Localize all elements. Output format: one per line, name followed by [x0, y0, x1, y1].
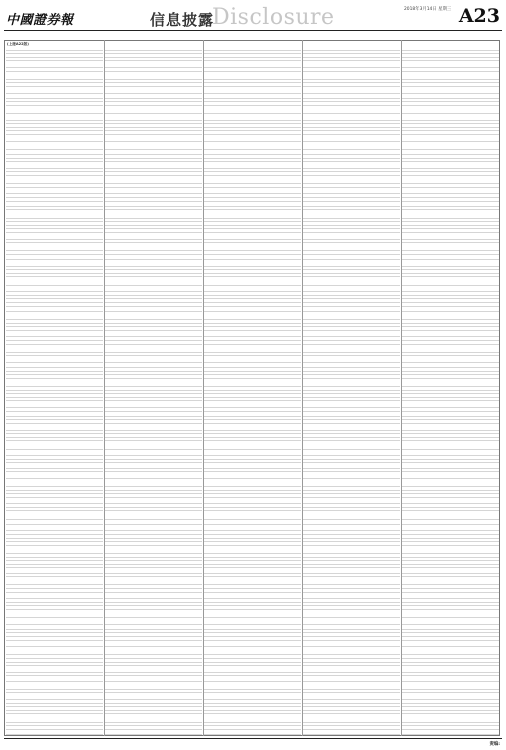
- table-row: [105, 647, 202, 655]
- table-row: [303, 277, 400, 285]
- table-row: [303, 525, 400, 532]
- table-row: [303, 142, 400, 150]
- table-row: [6, 345, 103, 353]
- table-row: [204, 666, 301, 673]
- page-number: A23: [458, 5, 500, 27]
- table-row: [402, 114, 499, 121]
- table-row: [105, 356, 202, 363]
- table-row: [303, 260, 400, 267]
- table-row: [303, 546, 400, 554]
- table-row: [6, 546, 103, 554]
- header-rule: [4, 30, 502, 31]
- table-row: [204, 176, 301, 184]
- table-row: [105, 610, 202, 618]
- table-row: [105, 331, 202, 338]
- table-row: [105, 72, 202, 80]
- table-row: [105, 546, 202, 554]
- table-row: [105, 379, 202, 387]
- table-row: [303, 714, 400, 722]
- table-row: [204, 479, 301, 487]
- table-row: [204, 610, 301, 618]
- table-row: [204, 472, 301, 479]
- table-row: [204, 87, 301, 94]
- table-row: [204, 577, 301, 585]
- table-row: [6, 424, 103, 431]
- table-row: [204, 243, 301, 251]
- table-row: [6, 162, 103, 169]
- table-row: [105, 577, 202, 585]
- table-row: [204, 441, 301, 449]
- table-row: [204, 714, 301, 722]
- table-row: [204, 593, 301, 600]
- table-row: [204, 331, 301, 338]
- table-row: [6, 260, 103, 267]
- table-row: [6, 525, 103, 532]
- table-row: [204, 401, 301, 408]
- table-row: [6, 379, 103, 387]
- table-row: [204, 260, 301, 267]
- table-row: [303, 666, 400, 673]
- table-row: [204, 647, 301, 655]
- table-row: [204, 61, 301, 68]
- table-row: [105, 106, 202, 114]
- table-row: [303, 693, 400, 700]
- table-row: [105, 441, 202, 449]
- table-row: [303, 450, 400, 457]
- table-row: [105, 682, 202, 690]
- table-row: [6, 356, 103, 363]
- table-row: [303, 176, 400, 184]
- table-row: [402, 72, 499, 80]
- table-row: [105, 277, 202, 285]
- table-row: [303, 647, 400, 655]
- table-row: [105, 345, 202, 353]
- table-row: [105, 142, 202, 150]
- table-row: [303, 114, 400, 121]
- table-row: [105, 693, 202, 700]
- table-row: [303, 87, 400, 94]
- table-row: [303, 593, 400, 600]
- table-row: [402, 106, 499, 114]
- table-row: [6, 693, 103, 700]
- table-row: [204, 379, 301, 387]
- table-row: [6, 577, 103, 585]
- table-row: [204, 135, 301, 142]
- table-row: [303, 162, 400, 169]
- table-row: [204, 188, 301, 195]
- table-row: [204, 210, 301, 218]
- table-row: [105, 210, 202, 218]
- table-row: [105, 188, 202, 195]
- table-row: [303, 135, 400, 142]
- table-row: [105, 472, 202, 479]
- table-row: [303, 618, 400, 625]
- table-row: [204, 450, 301, 457]
- table-row: [6, 479, 103, 487]
- table-row: [105, 260, 202, 267]
- table-row: [6, 511, 103, 519]
- table-row: [303, 331, 400, 338]
- table-row: [303, 610, 400, 618]
- table-row: [303, 379, 400, 387]
- table-row: [105, 61, 202, 68]
- table-row: [6, 618, 103, 625]
- table-row: [6, 610, 103, 618]
- table-row: [303, 424, 400, 431]
- table-row: [6, 176, 103, 184]
- table-row: [204, 618, 301, 625]
- table-row: [6, 331, 103, 338]
- continuation-label: (上接A22版): [7, 42, 29, 46]
- table-row: [6, 135, 103, 142]
- table-row: [6, 641, 103, 648]
- table-row: [204, 277, 301, 285]
- table-row: [204, 72, 301, 80]
- page-header: [0, 0, 506, 30]
- table-column: [303, 47, 400, 735]
- table-row: [105, 511, 202, 519]
- table-column: [204, 47, 301, 735]
- table-row: [303, 210, 400, 218]
- table-row: [6, 210, 103, 218]
- newspaper-masthead: 中國證券報: [6, 13, 74, 28]
- table-row: [204, 682, 301, 690]
- table-row: [303, 345, 400, 353]
- table-row: [303, 106, 400, 114]
- table-row: [303, 312, 400, 320]
- table-row: [6, 472, 103, 479]
- table-row: [204, 525, 301, 532]
- table-row: [105, 424, 202, 431]
- table-row: [303, 682, 400, 690]
- table-row: [402, 142, 499, 150]
- table-row: [6, 106, 103, 114]
- table-row: [6, 61, 103, 68]
- table-row: [303, 233, 400, 240]
- table-row: [6, 286, 103, 293]
- table-row: [105, 593, 202, 600]
- table-column: [105, 47, 202, 735]
- table-row: [303, 511, 400, 519]
- table-column: [402, 47, 499, 735]
- table-row: [105, 450, 202, 457]
- table-row: [204, 356, 301, 363]
- section-title-english: Disclosure: [212, 5, 335, 30]
- table-row: [204, 641, 301, 648]
- table-row: [303, 188, 400, 195]
- table-row: [204, 312, 301, 320]
- table-row: [105, 641, 202, 648]
- table-row: [105, 243, 202, 251]
- table-row: [6, 441, 103, 449]
- table-row: [6, 233, 103, 240]
- table-row: [6, 243, 103, 251]
- table-row: [204, 286, 301, 293]
- table-row: [105, 312, 202, 320]
- table-row: [6, 666, 103, 673]
- table-row: [204, 546, 301, 554]
- table-column: [6, 47, 103, 735]
- table-row: [303, 72, 400, 80]
- table-row: [6, 188, 103, 195]
- table-row: [6, 277, 103, 285]
- table-row: [105, 525, 202, 532]
- table-row: [303, 286, 400, 293]
- column-divider: [203, 40, 204, 736]
- table-row: [303, 243, 400, 251]
- table-row: [105, 666, 202, 673]
- table-row: [6, 498, 103, 505]
- table-row: [204, 106, 301, 114]
- table-row: [204, 162, 301, 169]
- table-row: [105, 114, 202, 121]
- table-row: [402, 135, 499, 142]
- table-row: [6, 682, 103, 690]
- section-title: 信息披露: [150, 11, 215, 29]
- table-row: [6, 312, 103, 320]
- table-row: [6, 114, 103, 121]
- table-row: [303, 401, 400, 408]
- table-row: [105, 162, 202, 169]
- table-row: [204, 142, 301, 150]
- table-row: [204, 233, 301, 240]
- table-row: [303, 441, 400, 449]
- table-row: [204, 345, 301, 353]
- table-row: [105, 233, 202, 240]
- table-row: [6, 450, 103, 457]
- table-row: [105, 135, 202, 142]
- table-row: [105, 286, 202, 293]
- table-row: [204, 498, 301, 505]
- table-row: [303, 577, 400, 585]
- table-row: [204, 693, 301, 700]
- table-row: [6, 647, 103, 655]
- table-row: [6, 593, 103, 600]
- table-row: [6, 87, 103, 94]
- column-divider: [104, 40, 105, 736]
- table-row: [105, 479, 202, 487]
- table-row: [303, 472, 400, 479]
- table-row: [303, 356, 400, 363]
- table-row: [105, 176, 202, 184]
- table-row: [6, 72, 103, 80]
- table-row: [6, 714, 103, 722]
- table-row: [105, 498, 202, 505]
- table-row: [204, 424, 301, 431]
- table-row: [105, 618, 202, 625]
- table-row: [204, 511, 301, 519]
- table-row: [204, 114, 301, 121]
- table-row: [6, 142, 103, 150]
- table-row: [303, 61, 400, 68]
- column-divider: [302, 40, 303, 736]
- table-row: [6, 401, 103, 408]
- table-row: [303, 479, 400, 487]
- table-row: [105, 714, 202, 722]
- table-row: [303, 641, 400, 648]
- table-row: [402, 87, 499, 94]
- table-row: [105, 401, 202, 408]
- issue-date: 2018年3月14日 星期三: [404, 7, 452, 12]
- table-row: [105, 87, 202, 94]
- table-row: [303, 498, 400, 505]
- table-row: [402, 61, 499, 68]
